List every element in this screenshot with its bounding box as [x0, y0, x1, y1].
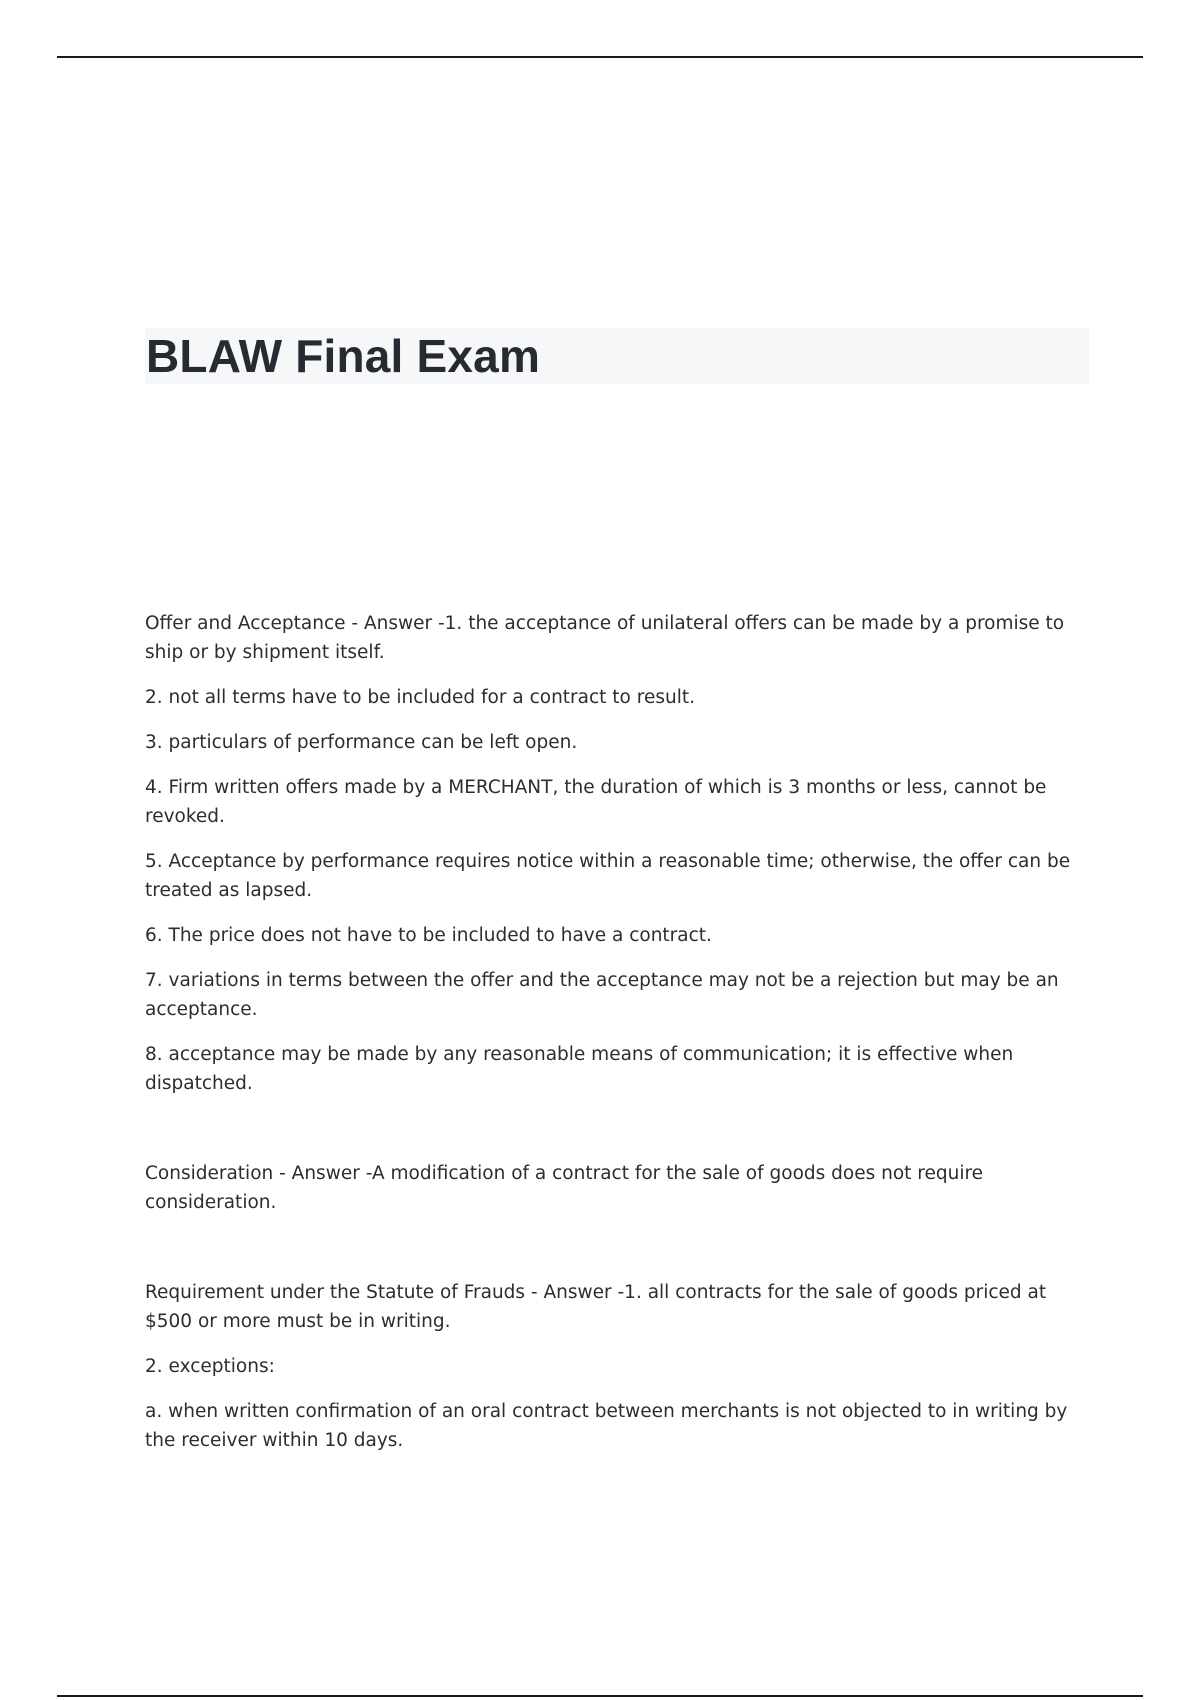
footer-rule: [57, 1695, 1143, 1697]
paragraph: 6. The price does not have to be included to have a contract.: [145, 925, 712, 946]
paragraph: 8. acceptance may be made by any reasonable means of communication; it is effective when dispatched.: [145, 1044, 1014, 1094]
paragraph: a. when written confirmation of an oral contract between merchants is not objected to in writing by the receiver within 10 days.: [145, 1401, 1068, 1451]
header-rule: [57, 56, 1143, 58]
paragraph: 2. not all terms have to be included for a contract to result.: [145, 687, 695, 708]
section-consideration: [145, 1159, 1095, 1217]
paragraph: Offer and Acceptance - Answer -1. the acceptance of unilateral offers can be made by a promise to ship or by shipment itself.: [145, 613, 1065, 663]
paragraph: Consideration - Answer -A modification of a contract for the sale of goods does not require consideration.: [145, 1163, 984, 1213]
paragraph: 2. exceptions:: [145, 1356, 275, 1377]
paragraph: Requirement under the Statute of Frauds - Answer -1. all contracts for the sale of goods priced at $500 or more must be in writing.: [145, 1282, 1047, 1332]
paragraph: 3. particulars of performance can be left open.: [145, 732, 578, 753]
paragraph: 4. Firm written offers made by a MERCHANT, the duration of which is 3 months or less, cannot be revoked.: [145, 777, 1047, 827]
paragraph: 7. variations in terms between the offer and the acceptance may not be a rejection but may be an acceptance.: [145, 970, 1059, 1020]
document-title: BLAW Final Exam: [146, 330, 541, 382]
paragraph: 5. Acceptance by performance requires notice within a reasonable time; otherwise, the offer can be treated as lapsed.: [145, 851, 1071, 901]
section-offer-and-acceptance: [145, 609, 1095, 1098]
section-statute-of-frauds: [145, 1278, 1095, 1455]
document-body: [145, 609, 1095, 1471]
